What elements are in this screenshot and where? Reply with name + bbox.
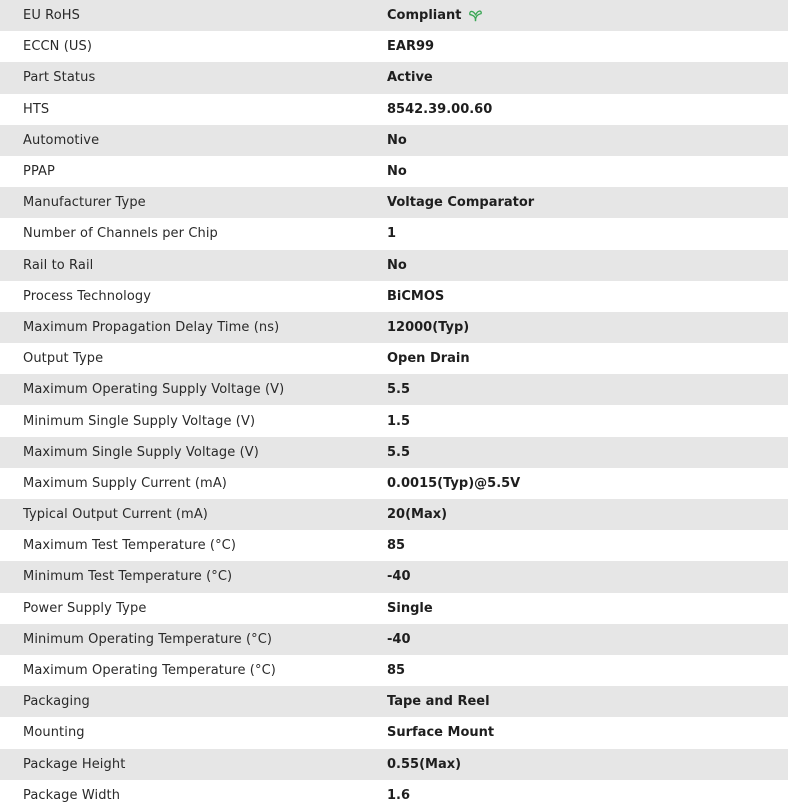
- spec-label: Automotive: [23, 132, 100, 148]
- spec-value: [387, 195, 534, 210]
- spec-value-text: 0.0015(Typ)@5.5V: [387, 475, 521, 491]
- spec-value-text: No: [387, 257, 407, 273]
- spec-value: [387, 133, 407, 148]
- spec-row: [0, 468, 788, 499]
- spec-value: [387, 725, 494, 740]
- spec-row: [0, 187, 788, 218]
- spec-label: Packaging: [23, 694, 90, 710]
- spec-label: Typical Output Current (mA): [23, 507, 208, 523]
- spec-label: HTS: [23, 101, 50, 117]
- spec-value-text: Single: [387, 600, 433, 616]
- spec-row: [0, 530, 788, 561]
- spec-value: [387, 164, 407, 179]
- spec-label: Rail to Rail: [23, 257, 94, 273]
- spec-value: [387, 414, 410, 429]
- spec-value-text: EAR99: [387, 39, 435, 55]
- spec-value-text: Tape and Reel: [387, 694, 490, 710]
- spec-value-text: 1.5: [387, 413, 411, 429]
- spec-row: [0, 686, 788, 717]
- spec-row: [0, 125, 788, 156]
- spec-row: [0, 62, 788, 93]
- spec-value-text: -40: [387, 631, 411, 647]
- spec-value: [387, 507, 447, 522]
- spec-value-text: 85: [387, 663, 406, 679]
- spec-row: [0, 218, 788, 249]
- spec-value-text: 8542.39.00.60: [387, 101, 493, 117]
- spec-row: [0, 0, 788, 31]
- spec-value-text: 12000(Typ): [387, 319, 470, 335]
- spec-value: [387, 476, 520, 491]
- spec-label: Number of Channels per Chip: [23, 226, 218, 242]
- spec-value: [387, 538, 405, 553]
- spec-row: [0, 624, 788, 655]
- spec-value-text: Open Drain: [387, 351, 470, 367]
- spec-label: Minimum Test Temperature (°C): [23, 569, 233, 585]
- spec-row: [0, 561, 788, 592]
- spec-row: [0, 655, 788, 686]
- spec-value-text: Compliant: [387, 8, 462, 24]
- spec-row: [0, 499, 788, 530]
- spec-row: [0, 312, 788, 343]
- spec-label: Maximum Operating Temperature (°C): [23, 663, 276, 679]
- spec-value: [387, 289, 444, 304]
- spec-value: [387, 632, 411, 647]
- spec-label: ECCN (US): [23, 39, 93, 55]
- spec-value: [387, 320, 469, 335]
- spec-value-text: No: [387, 132, 407, 148]
- spec-value-text: -40: [387, 569, 411, 585]
- spec-label: PPAP: [23, 164, 55, 180]
- spec-row: [0, 156, 788, 187]
- spec-value: [387, 694, 490, 709]
- spec-label: Package Width: [23, 787, 121, 803]
- spec-row: [0, 374, 788, 405]
- spec-row: [0, 437, 788, 468]
- leaf-icon: [468, 9, 483, 22]
- spec-label: Maximum Single Supply Voltage (V): [23, 444, 259, 460]
- spec-label: Mounting: [23, 725, 85, 741]
- spec-row: [0, 717, 788, 748]
- spec-value-text: 5.5: [387, 444, 411, 460]
- spec-label: Process Technology: [23, 288, 152, 304]
- spec-value-text: 0.55(Max): [387, 756, 462, 772]
- spec-label: Manufacturer Type: [23, 195, 146, 211]
- spec-value: [387, 601, 433, 616]
- spec-value-text: 1: [387, 226, 397, 242]
- spec-value-text: Active: [387, 70, 433, 86]
- spec-label: Minimum Operating Temperature (°C): [23, 631, 273, 647]
- spec-row: [0, 281, 788, 312]
- spec-label: Maximum Test Temperature (°C): [23, 538, 237, 554]
- spec-value: [387, 569, 411, 584]
- spec-value: [387, 102, 492, 117]
- spec-row: [0, 749, 788, 780]
- spec-row: [0, 405, 788, 436]
- spec-label: Part Status: [23, 70, 96, 86]
- spec-value: [387, 258, 407, 273]
- spec-value-text: Voltage Comparator: [387, 195, 535, 211]
- spec-value-text: Surface Mount: [387, 725, 495, 741]
- spec-label: EU RoHS: [23, 8, 80, 24]
- spec-value-text: 20(Max): [387, 507, 448, 523]
- spec-value: [387, 382, 410, 397]
- spec-value: [387, 226, 396, 241]
- spec-row: [0, 593, 788, 624]
- spec-row: [0, 94, 788, 125]
- spec-value: [387, 445, 410, 460]
- spec-value: [387, 351, 470, 366]
- spec-label: Power Supply Type: [23, 600, 147, 616]
- spec-value: [387, 8, 483, 23]
- spec-value: [387, 39, 434, 54]
- spec-label: Maximum Supply Current (mA): [23, 475, 227, 491]
- spec-value-text: 1.6: [387, 787, 411, 803]
- spec-row: [0, 250, 788, 281]
- spec-row: [0, 780, 788, 811]
- spec-row: [0, 31, 788, 62]
- spec-value-text: No: [387, 164, 407, 180]
- spec-value: [387, 70, 433, 85]
- spec-label: Maximum Operating Supply Voltage (V): [23, 382, 285, 398]
- spec-label: Package Height: [23, 756, 126, 772]
- spec-value: [387, 788, 410, 803]
- spec-value: [387, 757, 461, 772]
- spec-value-text: 85: [387, 538, 406, 554]
- spec-value-text: 5.5: [387, 382, 411, 398]
- spec-value-text: BiCMOS: [387, 288, 445, 304]
- spec-row: [0, 343, 788, 374]
- spec-value: [387, 663, 405, 678]
- spec-label: Minimum Single Supply Voltage (V): [23, 413, 256, 429]
- spec-label: Maximum Propagation Delay Time (ns): [23, 319, 280, 335]
- spec-label: Output Type: [23, 351, 104, 367]
